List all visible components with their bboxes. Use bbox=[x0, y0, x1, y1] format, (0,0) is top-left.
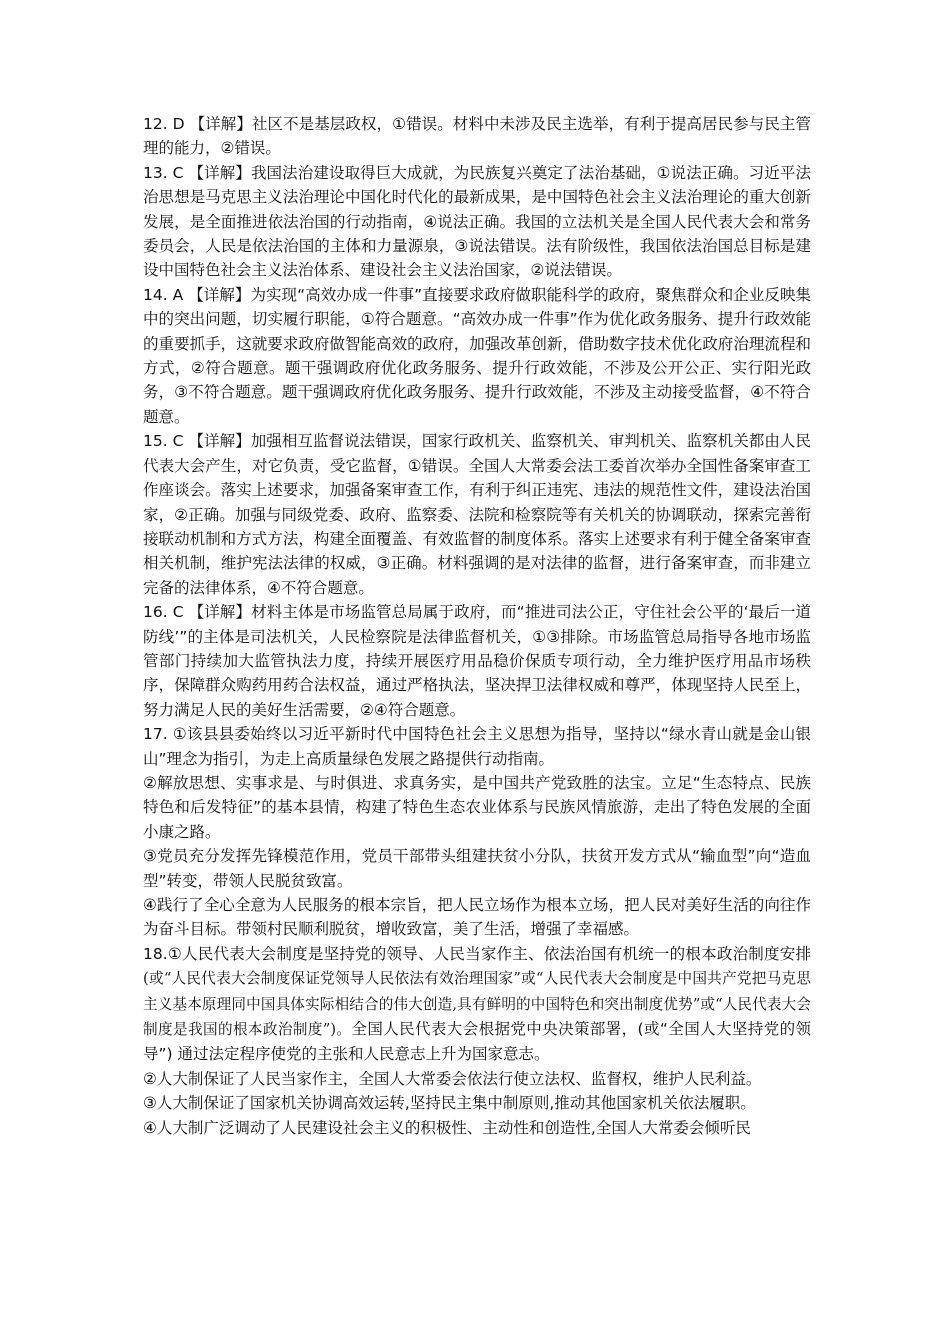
answer-16: 16. C 【详解】材料主体是市场监管总局属于政府，而“推进司法公正，守住社会公平的‘最后一道防线’”的主体是司法机关，人民检察院是法律监督机关，①③排除。市场监管总局指导各地市场监管部门持续加大监管执法力度，持续开展医疗用品稳价保质专项行动，全力维护医疗用品市场秩序，保障群众购药用药合法权益，通过严格执法，坚决捍卫法律权威和尊严，体现坚持人民至上，努力满足人民的美好生活需要，②④符合题意。 bbox=[143, 603, 811, 719]
answer-18-point-3: ③人大制保证了国家机关协调高效运转,坚持民主集中制原则,推动其他国家机关依法履职。 bbox=[143, 1094, 756, 1113]
answer-18-point-1-lead: 18.①人民代表大会制度是坚持党的领导、人民当家作主、依法治国有机统一的根本政治制度安排 bbox=[143, 944, 811, 963]
document-page bbox=[143, 112, 811, 1140]
answer-18-point-2: ②人大制保证了人民当家作主，全国人大常委会依法行使立法权、监督权，维护人民利益。 bbox=[143, 1069, 762, 1088]
answer-17-point-4: ④践行了全心全意为人民服务的根本宗旨，把人民立场作为根本立场，把人民对美好生活的向往作为奋斗目标。带领村民顺利脱贫，增收致富，美了生活，增强了幸福感。 bbox=[143, 896, 811, 939]
answer-17-point-2: ②解放思想、实事求是、与时俱进、求真务实，是中国共产党致胜的法宝。立足“生态特点、民族特色和后发特征”的基本县情，构建了特色生态农业体系与民族风情旅游，走出了特色发展的全面小康之路。 bbox=[143, 773, 811, 841]
answer-13: 13. C 【详解】我国法治建设取得巨大成就，为民族复兴奠定了法治基础，①说法正确。习近平法治思想是马克思主义法治理论中国化时代化的最新成果，是中国特色社会主义法治理论的重大创新发展，是全面推进依法治国的行动指南，④说法正确。我国的立法机关是全国人民代表大会和常务委员会，人民是依法治国的主体和力量源泉，③说法错误。法有阶级性，我国依法治国总目标是建设中国特色社会主义法治体系、建设社会主义法治国家，②说法错误。 bbox=[143, 163, 811, 280]
answer-18-point-1 bbox=[143, 942, 811, 1067]
answer-17-point-1: 17. ①该县县委始终以习近平新时代中国特色社会主义思想为指导，坚持以“绿水青山就是金山银山”理念为指引，为走上高质量绿色发展之路提供行动指南。 bbox=[143, 725, 811, 768]
answer-14: 14. A 【详解】为实现“高效办成一件事”直接要求政府做职能科学的政府，聚焦群众和企业反映集中的突出问题，切实履行职能，①符合题意。“高效办成一件事”作为优化政务服务、提升行政效能的重要抓手，这就要求政府做智能高效的政府，加强改革创新，借助数字技术优化政府治理流程和方式，②符合题意。题干强调政府优化政务服务、提升行政效能，不涉及公开公正、实行阳光政务，③不符合题意。题干强调政府优化政务服务、提升行政效能，不涉及主动接受监督，④不符合题意。 bbox=[143, 285, 811, 426]
answer-17-point-3: ③党员充分发挥先锋模范作用，党员干部带头组建扶贫小分队，扶贫开发方式从“输血型”向“造血型”转变，带领人民脱贫致富。 bbox=[143, 847, 811, 890]
answer-18-point-1-tail: 全国人民代表大会根据党中央决策部署，(或“全国人大坚持党的领导”) 通过法定程序使党的主张和人民意志上升为国家意志。 bbox=[143, 1020, 811, 1064]
answer-15: 15. C 【详解】加强相互监督说法错误，国家行政机关、监察机关、审判机关、监察机关都由人民代表大会产生，对它负责，受它监督，①错误。全国人大常委会法工委首次举办全国性备案审查工作座谈会。落实上述要求，加强备案审查工作，有利于纠正违宪、违法的规范性文件，建设法治国家，②正确。加强与同级党委、政府、监察委、法院和检察院等有关机关的协调联动，探索完善衔接联动机制和方式方法，构建全面覆盖、有效监督的制度体系。落实上述要求有利于健全备案审查相关机制，维护宪法法律的权威，③正确。材料强调的是对法律的监督，进行备案审查，而非建立完备的法律体系，④不符合题意。 bbox=[143, 432, 811, 597]
answer-12: 12. D 【详解】社区不是基层政权，①错误。材料中未涉及民主选举，有利于提高居民参与民主管理的能力，②错误。 bbox=[143, 115, 811, 158]
answer-18-alternative-phrasings: (或“人民代表大会制度保证党领导人民依法有效治理国家”或“人民代表大会制度是中国共产党把马克思主义基本原理同中国具体实际相结合的伟大创造,具有鲜明的中国特色和突出制度优势”或“人民代表大会制度是我国的根本政治制度”)。 bbox=[143, 970, 811, 1039]
answer-18-point-4: ④人大制广泛调动了人民建设社会主义的积极性、主动性和创造性,全国人大常委会倾听民 bbox=[143, 1118, 751, 1137]
